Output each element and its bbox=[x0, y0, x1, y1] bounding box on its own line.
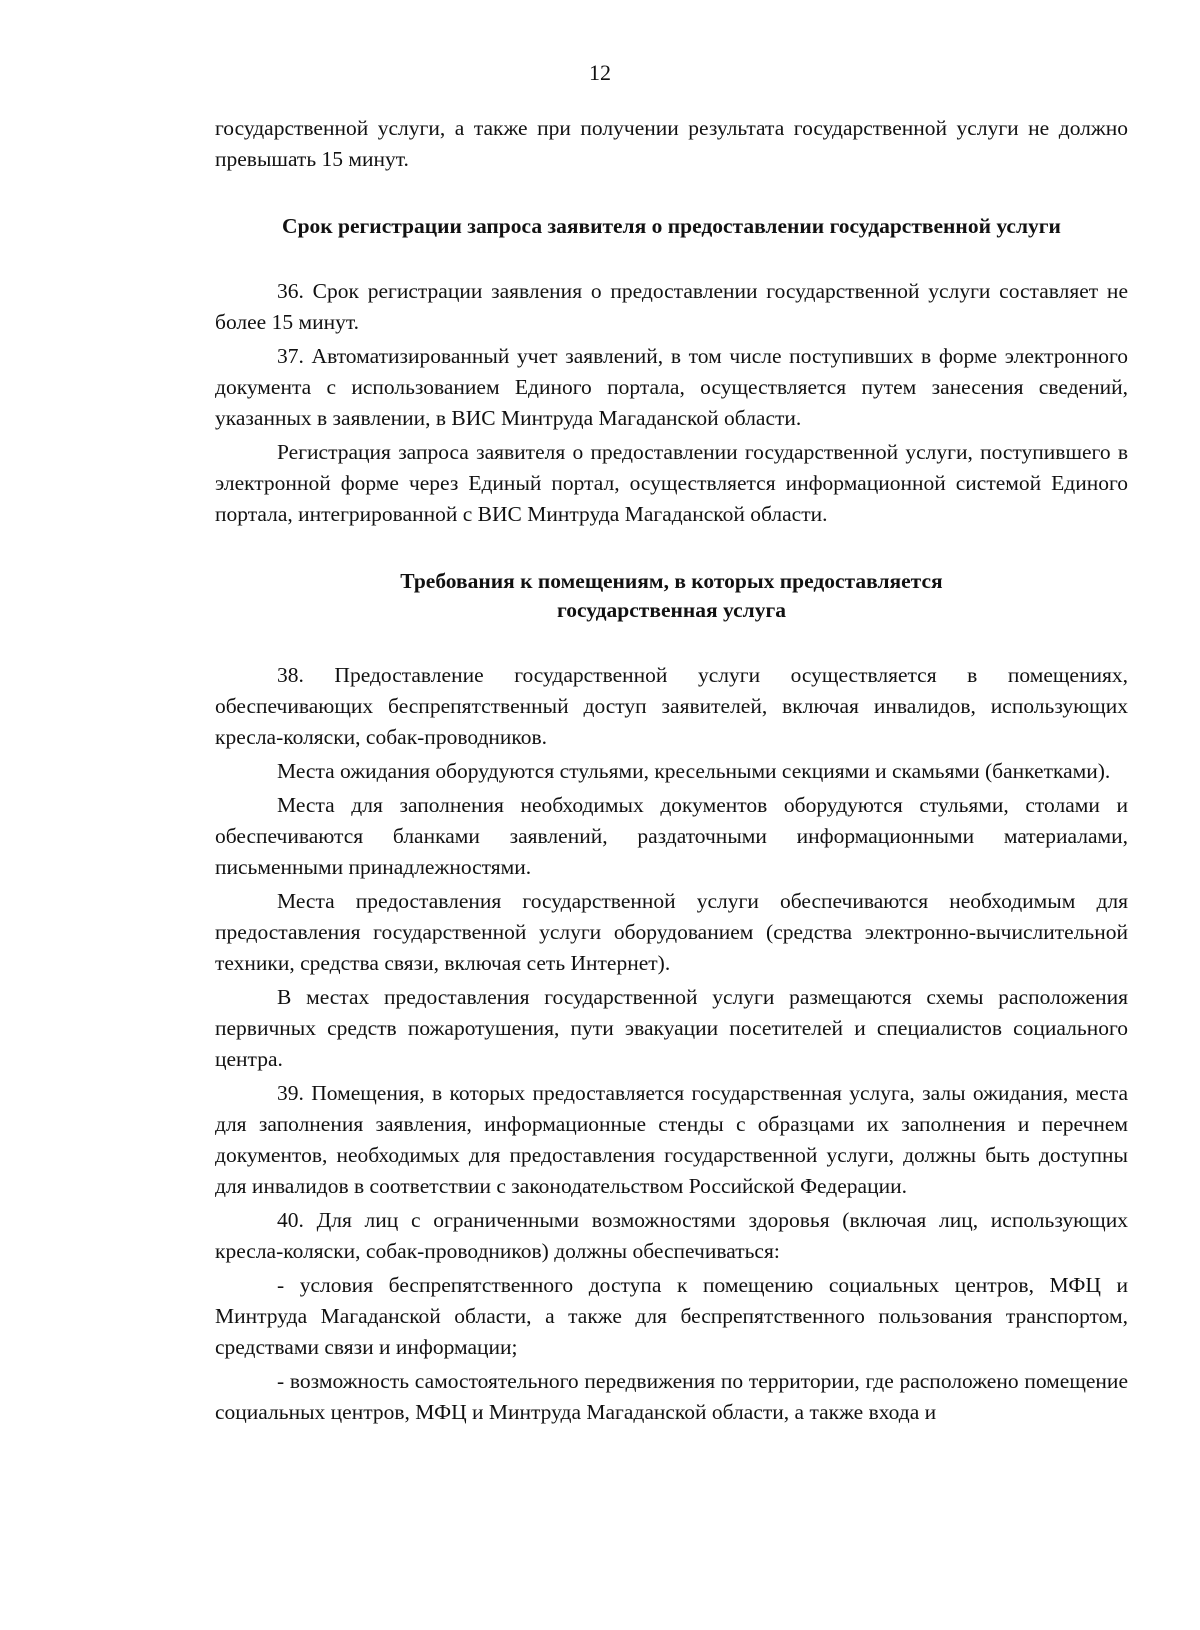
page-number: 12 bbox=[589, 60, 611, 85]
paragraph-40-access-conditions: - условия беспрепятственного доступа к помещению социальных центров, МФЦ и Минтруда Магаданской области, а также для беспрепятственного пользования транспортом, средствами связи и информации; bbox=[215, 1273, 1128, 1359]
paragraph-intro: государственной услуги, а также при получении результата государственной услуги не должно превышать 15 минут. bbox=[215, 116, 1128, 171]
section-heading-premises-line2: государственная услуга bbox=[557, 598, 786, 622]
section-heading-premises bbox=[215, 567, 1128, 625]
paragraph-39: 39. Помещения, в которых предоставляется государственная услуга, залы ожидания, места для заполнения заявления, информационные стенды с образцами их заполнения и перечнем документов, необходимых для предоставления государственной услуги, должны быть доступны для инвалидов в соответствии с законодательством Российской Федерации. bbox=[215, 1081, 1128, 1198]
paragraph-38-waiting-areas: Места ожидания оборудуются стульями, кресельными секциями и скамьями (банкетками). bbox=[277, 759, 1111, 783]
paragraph-38-evacuation: В местах предоставления государственной услуги размещаются схемы расположения первичных средств пожаротушения, пути эвакуации посетителей и специалистов социального центра. bbox=[215, 985, 1128, 1071]
paragraph-38-filling-areas: Места для заполнения необходимых документов оборудуются стульями, столами и обеспечиваются бланками заявлений, раздаточными информационными материалами, письменными принадлежностями. bbox=[215, 793, 1128, 879]
paragraph-38-equipment: Места предоставления государственной услуги обеспечиваются необходимым для предоставления государственной услуги оборудованием (средства электронно-вычислительной техники, средства связи, включая сеть Интернет). bbox=[215, 889, 1128, 975]
document-body bbox=[215, 113, 1128, 1428]
paragraph-38: 38. Предоставление государственной услуги осуществляется в помещениях, обеспечивающих беспрепятственный доступ заявителей, включая инвалидов, использующих кресла-коляски, собак-проводников. bbox=[215, 663, 1128, 749]
paragraph-37: 37. Автоматизированный учет заявлений, в том числе поступивших в форме электронного документа с использованием Единого портала, осуществляется путем занесения сведений, указанных в заявлении, в ВИС Минтруда Магаданской области. bbox=[215, 344, 1128, 430]
section-heading-registration: Срок регистрации запроса заявителя о предоставлении государственной услуги bbox=[282, 214, 1061, 238]
section-heading-premises-line1: Требования к помещениям, в которых предоставляется bbox=[400, 569, 943, 593]
paragraph-40: 40. Для лиц с ограниченными возможностями здоровья (включая лиц, использующих кресла-коляски, собак-проводников) должны обеспечиваться: bbox=[215, 1208, 1128, 1263]
paragraph-36: 36. Срок регистрации заявления о предоставлении государственной услуги составляет не более 15 минут. bbox=[215, 279, 1128, 334]
paragraph-40-movement: - возможность самостоятельного передвижения по территории, где расположено помещение социальных центров, МФЦ и Минтруда Магаданской области, а также входа и bbox=[215, 1369, 1128, 1424]
paragraph-37-registration: Регистрация запроса заявителя о предоставлении государственной услуги, поступившего в электронной форме через Единый портал, осуществляется информационной системой Единого портала, интегрированной с ВИС Минтруда Магаданской области. bbox=[215, 440, 1128, 526]
